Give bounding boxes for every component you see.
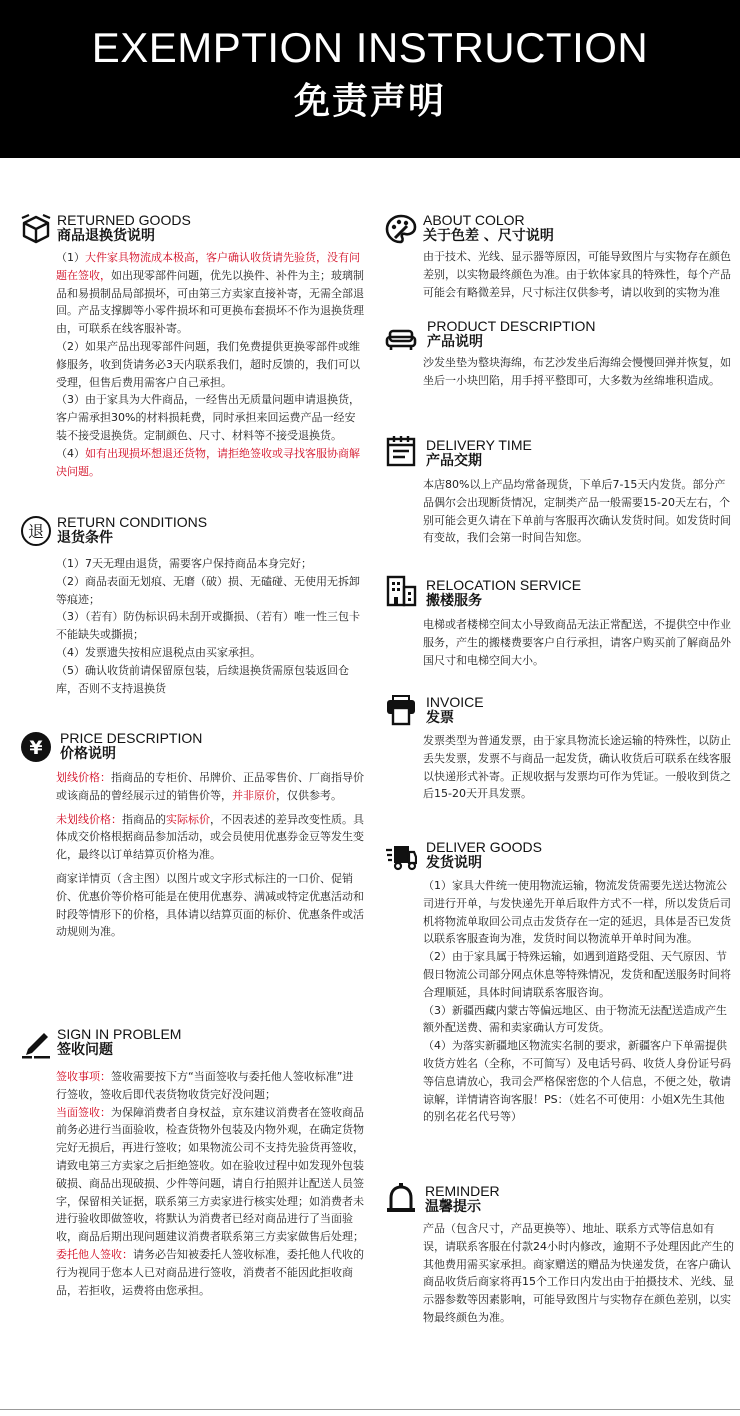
section-title-en: DELIVERY TIME	[426, 437, 532, 453]
highlight-text: 委托他人签收：	[56, 1247, 133, 1261]
text-span: 签收需要按下方“当面签收与委托他人签收标准”进行签收，签收后即代表货物收货完好没问题；	[56, 1070, 354, 1101]
section-title-cn: 退货条件	[57, 530, 113, 546]
header-banner	[0, 0, 740, 158]
yen-icon	[20, 731, 52, 763]
section-title-cn: 签收问题	[57, 1042, 113, 1058]
paragraph: 发票类型为普通发票，由于家具物流长途运输的特殊性，以防止丢失发票，发票不与商品一起发货，确认收货后可联系在线客服以快递形式补寄。正规收据与发票均可作为凭证。一般收到货之后15-20天开具发票。	[423, 734, 731, 801]
section-title-cn: 价格说明	[60, 746, 116, 762]
highlight-text: 如有出现损坏想退还货物，请拒绝签收或寻找客服协商解决问题。	[56, 446, 360, 478]
text-span: （4）	[56, 446, 85, 460]
section-title-en: ABOUT COLOR	[423, 212, 525, 228]
section-title-cn: 关于色差 、尺寸说明	[423, 228, 554, 244]
section-title-en: RETURNED GOODS	[57, 212, 191, 228]
section-title-cn: 产品交期	[426, 453, 482, 469]
paragraph: （3）新疆西藏内蒙古等偏远地区、由于物流无法配送造成产生额外配送费、需和卖家确认方可发货。	[423, 1003, 727, 1035]
bell-icon	[385, 1182, 417, 1214]
paragraph: 沙发坐垫为整块海绵，布艺沙发坐后海绵会慢慢回弹并恢复，如坐后一小块凹陷，用手捋平整即可，大多数为丝绵堆积造成。	[423, 356, 731, 387]
palette-icon	[385, 213, 417, 245]
return-icon	[20, 515, 52, 547]
text-span: 为保障消费者自身权益，京东建议消费者在签收商品前务必进行当面验收，检查货物外包装及内物外观，在确定货物完好无损后，再进行签收；如果物流公司不支持先验货再签收，请致电第三方卖家之后拒绝签收。如在验收过程中如发现外包装破损、商品出现破损、少件等问题，请自行拍照并让配送人员签字，保留相关证据，联系第三方卖家进行核实处理；如消费者未进行验收即做签收，将默认为消费者已经对商品进行了当面验收，商品后期出现问题建议消费者联系第三方卖家做售后处理；	[56, 1105, 364, 1244]
text-span: （1）	[56, 251, 85, 264]
highlight-text: 签收事项：	[56, 1070, 111, 1083]
highlight-text: 并非原价	[232, 788, 276, 802]
paragraph: （2）如果产品出现零部件问题，我们免费提供更换零部件或维修服务，收到货请务必3天内联系我们，超时反馈的，我们可以受理，但售后费用需客户自己承担。	[56, 339, 360, 389]
paragraph: （4）为落实新疆地区物流实名制的要求，新疆客户下单需提供收货方姓名（全称，不可简写）及电话号码、收货人身份证号码等信息请放心，我司会严格保密您的个人信息，不便之处，敬请谅解，详情请咨询客服！PS：（姓名不可使用：小姐X先生其他的别名花名代号等）	[423, 1039, 731, 1124]
section-body	[423, 248, 735, 301]
pen-icon	[20, 1027, 52, 1059]
section-title-en: PRICE DESCRIPTION	[60, 730, 203, 746]
paragraph: （2）由于家具属于特殊运输，如遇到道路受阻、天气原因、节假日物流公司部分网点休息等特殊情况，发货和配送服务时间将合理顺延，具体时间请联系客服咨询。	[423, 950, 731, 999]
calendar-icon	[385, 435, 417, 467]
box-icon	[20, 212, 52, 244]
text-span: 指商品的	[122, 812, 166, 826]
section-title-cn: 产品说明	[427, 334, 483, 350]
svg-text:退: 退	[27, 522, 45, 541]
text-span: ，仅供参考。	[276, 788, 342, 802]
list-item: （1）7天无理由退货，需要客户保持商品本身完好；	[56, 557, 312, 570]
section-body	[56, 555, 364, 697]
section-title-en: REMINDER	[425, 1183, 500, 1199]
section-title-cn: 搬楼服务	[426, 593, 482, 609]
section-body	[56, 769, 364, 941]
building-icon	[385, 575, 417, 607]
highlight-text: 实际标价	[166, 812, 210, 826]
section-title-en: RETURN CONDITIONS	[57, 514, 208, 530]
section-title-en: RELOCATION SERVICE	[426, 577, 582, 593]
section-title-cn: 温馨提示	[425, 1199, 481, 1215]
section-body	[423, 1220, 735, 1327]
divider	[0, 1409, 740, 1410]
section-body	[423, 877, 735, 1126]
section-title-en: SIGN IN PROBLEM	[57, 1026, 182, 1042]
section-title-en: PRODUCT DESCRIPTION	[427, 318, 596, 334]
section-title-en: DELIVER GOODS	[426, 839, 542, 855]
page-title-cn: 免责声明	[293, 81, 446, 122]
list-item: （5）确认收货前请保留原包装，后续退换货需原包装返回仓库，否则不支持退换货	[56, 663, 349, 695]
text-span: 请务必告知被委托人签收标准，委托他人代收的行为视同于您本人已对商品进行签收，消费者不能因此拒收商品，若拒收，运费将由您承担。	[56, 1247, 364, 1297]
section-body	[56, 1068, 364, 1299]
highlight-text: 大件家具物流成本极高，客户确认收货请先验货，没有问题在签收，	[56, 251, 360, 282]
section-title-cn: 发票	[426, 710, 454, 726]
list-item: （4）发票遗失按相应退税点由买家承担。	[56, 645, 261, 659]
list-item: （3）（若有）防伪标识码未刮开或撕损、（若有）唯一性三包卡不能缺失或撕损；	[56, 610, 360, 642]
highlight-text: 未划线价格：	[56, 812, 122, 826]
paragraph: 本店80%以上产品均常备现货，下单后7-15天内发货。部分产品偶尔会出现断货情况，定制类产品一般需要15-20天左右，个别可能会更久请在下单前与客服再次确认发货时间。如发货时间有变故，我们会第一时间告知您。	[423, 478, 731, 545]
text-span: ，不因表述的差异改变性质。具体成交价格根据商品参加活动，或会员使用优惠券金豆等发生变化，最终以订单结算页价格为准。	[56, 812, 364, 862]
text-span: 指商品的专柜价、吊牌价、正品零售价、厂商指导价或该商品的曾经展示过的销售价等，	[56, 771, 364, 802]
section-body	[423, 616, 735, 669]
paragraph: 电梯或者楼梯空间太小导致商品无法正常配送，不提供空中作业服务，产生的搬楼费要客户自行承担，请客户购买前了解商品外国尺寸和电梯空间大小。	[423, 618, 731, 667]
section-body	[423, 732, 735, 803]
page-title-en: EXEMPTION INSTRUCTION	[91, 24, 649, 71]
paragraph: 商家详情页（含主图）以图片或文字形式标注的一口价、促销价、优惠价等价格可能是在使用优惠券、满减或特定优惠活动和时段等情形下的价格，具体请以结算页面的标价、优惠条件或活动规则为准。	[56, 871, 364, 939]
section-body	[423, 476, 735, 547]
printer-icon	[385, 694, 417, 726]
section-title-en: INVOICE	[426, 694, 484, 710]
paragraph: （1）家具大件统一使用物流运输，物流发货需要先送达物流公司进行开单，与发快递先开单后取件方式不一样，所以发货后司机将物流单取回公司点击发货存在一定的延迟，具体是否已发货以联系客服查询为准，发货时间以物流单开单时间为准。	[423, 879, 731, 946]
svg-text:¥: ¥	[29, 737, 43, 759]
paragraph: （3）由于家具为大件商品，一经售出无质量问题申请退换货，客户需承担30%的材料损耗费，同时承担来回运费产品一经安装不接受退换货。定制颜色、尺寸、材料等不接受退换货。	[56, 393, 360, 442]
highlight-text: 当面签收：	[56, 1105, 111, 1119]
truck-icon	[385, 841, 417, 873]
text-span: 如出现零部件问题，优先以换件、补件为主；玻璃制品和易损制品局部损坏，可由第三方卖家直接补寄，无需全部退回。产品支撑脚等小零件损坏和可更换布套损坏不作为退换货理由，可联系在线客服补寄。	[56, 268, 364, 336]
section-body	[56, 249, 364, 480]
list-item: （2）商品表面无划痕、无磨（破）损、无磕碰、无使用无拆卸等痕迹；	[56, 574, 360, 606]
section-body	[423, 354, 735, 390]
paragraph: 产品（包含尺寸，产品更换等）、地址、联系方式等信息如有误，请联系客服在付款24小时内修改，逾期不予处理因此产生的其他费用需买家承担。商家赠送的赠品为快递发货，在客户确认商品收货后商家将再15个工作日内发出由于拍摄技术、光线、显示器参数等因素影响，可能导致图片与实物存在颜色差别，以实物最终颜色为准。	[423, 1222, 734, 1324]
paragraph: 由于技术、光线、显示器等原因，可能导致图片与实物存在颜色差别，以实物最终颜色为准。由于软体家具的特殊性，每个产品可能会有略微差异，尺寸标注仅供参考，请以收到的实物为准	[423, 250, 731, 299]
section-title-cn: 发货说明	[426, 855, 482, 871]
section-title-cn: 商品退换货说明	[57, 228, 155, 244]
highlight-text: 划线价格：	[56, 771, 111, 784]
sofa-icon	[385, 322, 417, 354]
